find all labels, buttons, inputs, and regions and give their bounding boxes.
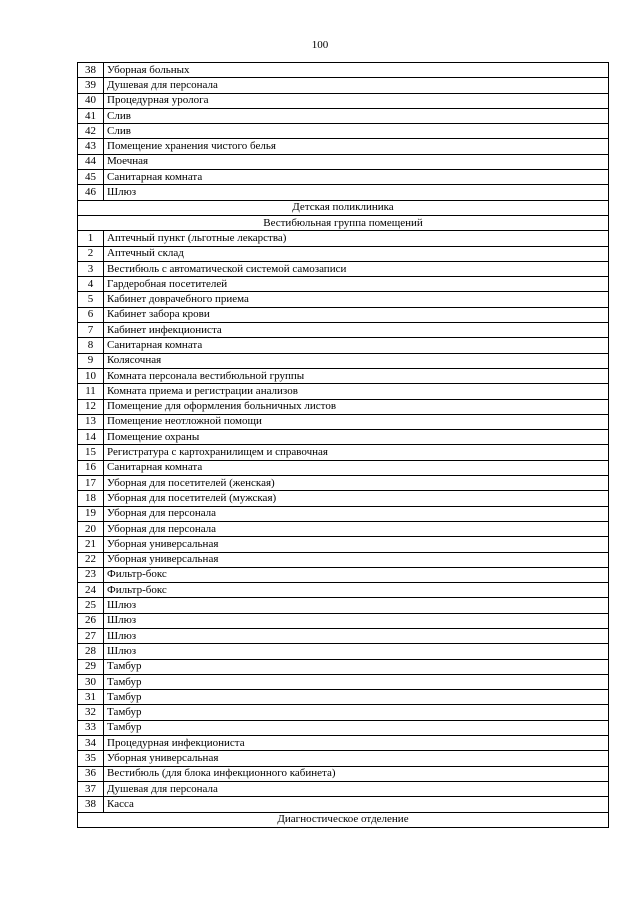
row-number: 4: [78, 277, 104, 292]
table-row: [78, 674, 609, 689]
table-row: [78, 567, 609, 582]
table-row: [78, 277, 609, 292]
room-name: Помещение неотложной помощи: [104, 414, 609, 429]
room-name: Тамбур: [104, 705, 609, 720]
room-name: Кабинет доврачебного приема: [104, 292, 609, 307]
room-name: Кабинет инфекциониста: [104, 323, 609, 338]
row-number: 40: [78, 93, 104, 108]
table-row: [78, 246, 609, 261]
row-number: 15: [78, 445, 104, 460]
row-number: 32: [78, 705, 104, 720]
table-row: [78, 506, 609, 521]
room-name: Санитарная комната: [104, 170, 609, 185]
room-name: Уборная больных: [104, 63, 609, 78]
table-row: [78, 720, 609, 735]
table-row: [78, 521, 609, 536]
row-number: 8: [78, 338, 104, 353]
table-row: [78, 491, 609, 506]
room-name: Тамбур: [104, 690, 609, 705]
room-name: Шлюз: [104, 644, 609, 659]
table-row: [78, 430, 609, 445]
table-row: [78, 414, 609, 429]
table-row: [78, 690, 609, 705]
room-name: Аптечный склад: [104, 246, 609, 261]
row-number: 38: [78, 797, 104, 812]
room-name: Шлюз: [104, 185, 609, 200]
table-row: [78, 552, 609, 567]
rooms-table-body: [78, 63, 609, 828]
table-row: [78, 644, 609, 659]
table-row: [78, 93, 609, 108]
table-row: [78, 797, 609, 812]
row-number: 10: [78, 368, 104, 383]
table-row: [78, 108, 609, 123]
room-name: Уборная для посетителей (женская): [104, 476, 609, 491]
row-number: 24: [78, 583, 104, 598]
room-name: Шлюз: [104, 598, 609, 613]
row-number: 7: [78, 323, 104, 338]
row-number: 16: [78, 460, 104, 475]
row-number: 38: [78, 63, 104, 78]
row-number: 39: [78, 78, 104, 93]
row-number: 2: [78, 246, 104, 261]
section-header-row: [78, 200, 609, 215]
row-number: 25: [78, 598, 104, 613]
table-row: [78, 185, 609, 200]
table-row: [78, 170, 609, 185]
room-name: Слив: [104, 124, 609, 139]
row-number: 28: [78, 644, 104, 659]
room-name: Шлюз: [104, 613, 609, 628]
row-number: 33: [78, 720, 104, 735]
table-row: [78, 598, 609, 613]
room-name: Санитарная комната: [104, 338, 609, 353]
table-row: [78, 659, 609, 674]
row-number: 17: [78, 476, 104, 491]
table-row: [78, 353, 609, 368]
table-row: [78, 384, 609, 399]
table-row: [78, 139, 609, 154]
table-row: [78, 460, 609, 475]
room-name: Шлюз: [104, 628, 609, 643]
room-name: Вестибюль с автоматической системой самозаписи: [104, 261, 609, 276]
table-row: [78, 399, 609, 414]
table-row: [78, 751, 609, 766]
row-number: 9: [78, 353, 104, 368]
row-number: 36: [78, 766, 104, 781]
room-name: Уборная универсальная: [104, 552, 609, 567]
row-number: 11: [78, 384, 104, 399]
table-row: [78, 78, 609, 93]
table-row: [78, 307, 609, 322]
room-name: Процедурная уролога: [104, 93, 609, 108]
room-name: Уборная универсальная: [104, 751, 609, 766]
table-row: [78, 476, 609, 491]
row-number: 34: [78, 736, 104, 751]
room-name: Комната персонала вестибюльной группы: [104, 368, 609, 383]
row-number: 22: [78, 552, 104, 567]
table-row: [78, 63, 609, 78]
table-row: [78, 628, 609, 643]
room-name: Помещение хранения чистого белья: [104, 139, 609, 154]
room-name: Уборная для посетителей (мужская): [104, 491, 609, 506]
table-row: [78, 124, 609, 139]
table-row: [78, 368, 609, 383]
room-name: Душевая для персонала: [104, 781, 609, 796]
table-row: [78, 323, 609, 338]
room-name: Душевая для персонала: [104, 78, 609, 93]
room-name: Тамбур: [104, 720, 609, 735]
room-name: Фильтр-бокс: [104, 583, 609, 598]
row-number: 13: [78, 414, 104, 429]
row-number: 5: [78, 292, 104, 307]
table-row: [78, 292, 609, 307]
row-number: 46: [78, 185, 104, 200]
row-number: 45: [78, 170, 104, 185]
room-name: Вестибюль (для блока инфекционного кабинета): [104, 766, 609, 781]
room-name: Помещение охраны: [104, 430, 609, 445]
table-row: [78, 261, 609, 276]
row-number: 14: [78, 430, 104, 445]
row-number: 37: [78, 781, 104, 796]
room-name: Регистратура с картохранилищем и справочная: [104, 445, 609, 460]
room-name: Слив: [104, 108, 609, 123]
row-number: 44: [78, 154, 104, 169]
row-number: 27: [78, 628, 104, 643]
row-number: 20: [78, 521, 104, 536]
table-row: [78, 781, 609, 796]
section-header-row: [78, 812, 609, 827]
room-name: Процедурная инфекциониста: [104, 736, 609, 751]
row-number: 18: [78, 491, 104, 506]
section-title: Вестибюльная группа помещений: [78, 215, 609, 230]
room-name: Колясочная: [104, 353, 609, 368]
row-number: 42: [78, 124, 104, 139]
row-number: 26: [78, 613, 104, 628]
table-row: [78, 613, 609, 628]
section-header-row: [78, 215, 609, 230]
row-number: 1: [78, 231, 104, 246]
row-number: 12: [78, 399, 104, 414]
row-number: 6: [78, 307, 104, 322]
row-number: 3: [78, 261, 104, 276]
table-row: [78, 705, 609, 720]
room-name: Уборная для персонала: [104, 521, 609, 536]
table-row: [78, 583, 609, 598]
row-number: 21: [78, 537, 104, 552]
table-row: [78, 154, 609, 169]
section-title: Диагностическое отделение: [78, 812, 609, 827]
row-number: 29: [78, 659, 104, 674]
table-row: [78, 736, 609, 751]
table-row: [78, 231, 609, 246]
section-title: Детская поликлиника: [78, 200, 609, 215]
row-number: 19: [78, 506, 104, 521]
room-name: Гардеробная посетителей: [104, 277, 609, 292]
page-number: 100: [311, 39, 329, 51]
row-number: 43: [78, 139, 104, 154]
table-row: [78, 766, 609, 781]
room-name: Моечная: [104, 154, 609, 169]
table-row: [78, 338, 609, 353]
room-name: Кабинет забора крови: [104, 307, 609, 322]
room-name: Санитарная комната: [104, 460, 609, 475]
room-name: Тамбур: [104, 659, 609, 674]
room-name: Уборная универсальная: [104, 537, 609, 552]
room-name: Фильтр-бокс: [104, 567, 609, 582]
row-number: 23: [78, 567, 104, 582]
row-number: 41: [78, 108, 104, 123]
room-name: Уборная для персонала: [104, 506, 609, 521]
room-name: Тамбур: [104, 674, 609, 689]
table-row: [78, 537, 609, 552]
room-name: Аптечный пункт (льготные лекарства): [104, 231, 609, 246]
room-name: Комната приема и регистрации анализов: [104, 384, 609, 399]
row-number: 30: [78, 674, 104, 689]
row-number: 31: [78, 690, 104, 705]
rooms-table: [77, 62, 609, 828]
room-name: Помещение для оформления больничных листов: [104, 399, 609, 414]
table-row: [78, 445, 609, 460]
room-name: Касса: [104, 797, 609, 812]
row-number: 35: [78, 751, 104, 766]
